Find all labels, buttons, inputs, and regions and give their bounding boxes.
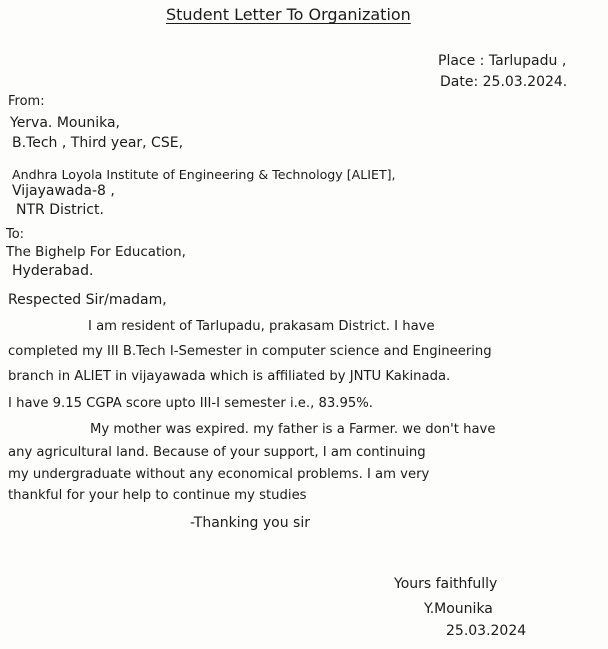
to-line: The Bighelp For Education, — [6, 245, 186, 260]
from-heading: From: — [8, 94, 45, 109]
date-line: Date: 25.03.2024. — [440, 74, 568, 90]
body-line: any agricultural land. Because of your support, I am continuing — [8, 445, 426, 460]
letter-title: Student Letter To Organization — [166, 5, 411, 24]
salutation: Respected Sir/madam, — [8, 292, 167, 308]
to-line: Hyderabad. — [12, 263, 94, 279]
from-line: Vijayawada-8 , — [12, 183, 115, 199]
from-line: NTR District. — [16, 202, 104, 218]
body-line: I am resident of Tarlupadu, prakasam District. I have — [88, 319, 435, 334]
signature-date: 25.03.2024 — [446, 623, 527, 639]
from-line: Yerva. Mounika, — [10, 115, 120, 131]
body-line: branch in ALIET in vijayawada which is affiliated by JNTU Kakinada. — [8, 369, 451, 384]
signoff: Yours faithfully — [394, 576, 498, 592]
signature: Y.Mounika — [424, 601, 493, 617]
body-line: I have 9.15 CGPA score upto III-I semester i.e., 83.95%. — [8, 396, 373, 411]
from-line: B.Tech , Third year, CSE, — [12, 135, 184, 151]
body-line: my undergraduate without any economical problems. I am very — [8, 467, 430, 482]
body-line: thankful for your help to continue my studies — [8, 488, 307, 503]
body-line: My mother was expired. my father is a Farmer. we don't have — [90, 422, 496, 437]
closing-line: -Thanking you sir — [190, 515, 310, 531]
to-heading: To: — [6, 227, 25, 242]
from-line: Andhra Loyola Institute of Engineering & Technology [ALIET], — [12, 167, 396, 182]
place-line: Place : Tarlupadu , — [438, 53, 567, 69]
body-line: completed my III B.Tech I-Semester in computer science and Engineering — [8, 344, 492, 359]
